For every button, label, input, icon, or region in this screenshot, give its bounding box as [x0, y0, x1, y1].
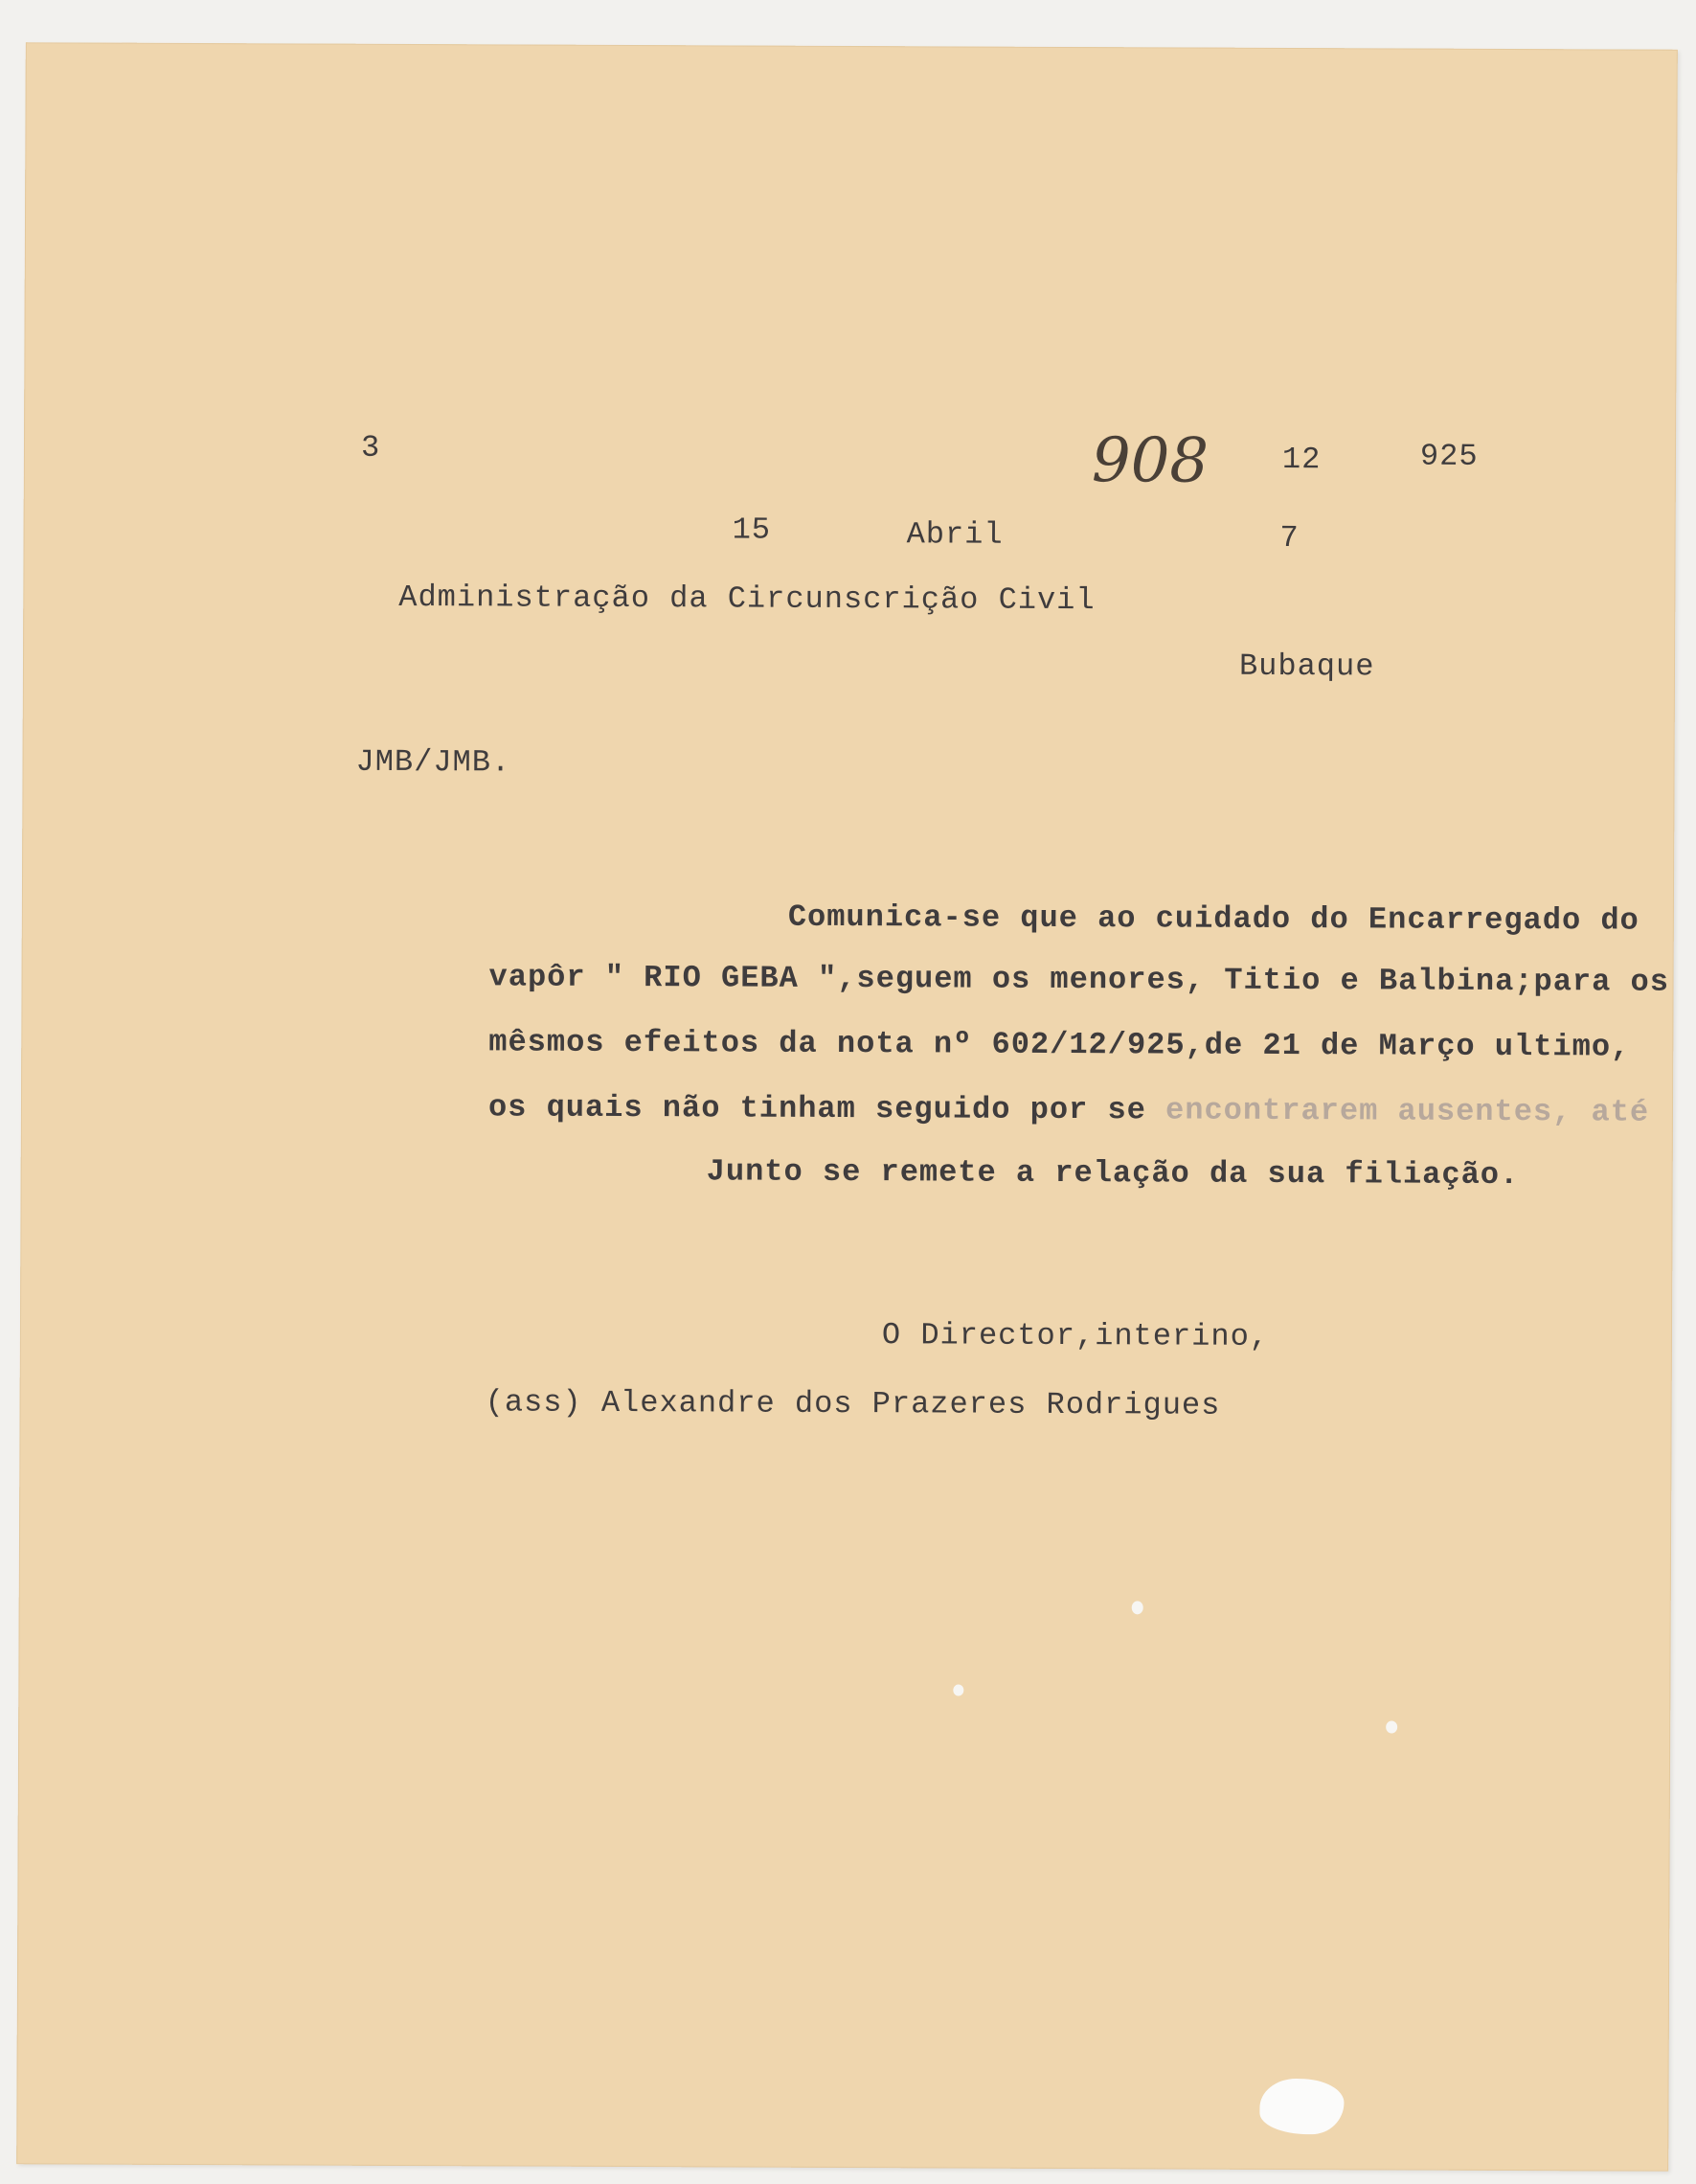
- addressee-office: Administração da Circunscrição Civil: [398, 579, 1096, 619]
- item-number: 7: [1279, 519, 1300, 557]
- body-line-5: Junto se remete a relação da sua filiação.: [706, 1153, 1520, 1194]
- addressee-place: Bubaque: [1238, 648, 1375, 685]
- series-number: 12: [1281, 441, 1322, 478]
- year-code: 925: [1419, 438, 1479, 474]
- body-line-1: Comunica-se que ao cuidado do Encarregado do: [787, 899, 1639, 939]
- typist-initials: JMB/JMB.: [355, 743, 511, 781]
- body-line-4: [487, 1089, 1650, 1130]
- reference-number: 3: [360, 429, 381, 466]
- paper-hole: [1386, 1720, 1397, 1733]
- body-line-4-faded: encontrarem ausentes, até: [1165, 1092, 1650, 1130]
- date-month: Abril: [906, 516, 1004, 553]
- body-line-4-main: os quais não tinham seguido por se: [487, 1089, 1166, 1128]
- paper-tear: [1259, 2079, 1344, 2134]
- signature-title: O Director,interino,: [881, 1317, 1270, 1354]
- handwritten-number: 908: [1091, 425, 1210, 497]
- body-line-2: vapôr " RIO GEBA ",seguem os menores, Titio e Balbina;para os: [488, 959, 1670, 1000]
- document-page: [16, 42, 1678, 2172]
- paper-hole: [1132, 1601, 1143, 1614]
- signature-name: (ass) Alexandre dos Prazeres Rodrigues: [485, 1384, 1221, 1423]
- body-line-3: mêsmos efeitos da nota nº 602/12/925,de 21 de Março ultimo,: [488, 1024, 1631, 1065]
- paper-hole: [953, 1684, 963, 1695]
- date-day: 15: [732, 512, 772, 548]
